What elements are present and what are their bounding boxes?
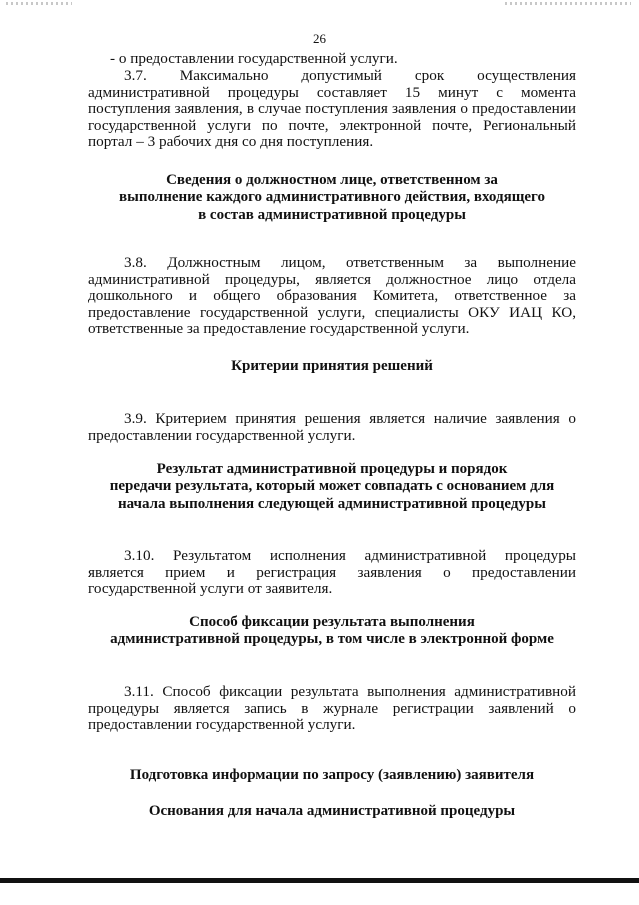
paragraph-3-11: 3.11. Способ фиксации результата выполнения административной процедуры является запись в журнале регистрации заявлений о предоставлении государственной услуги. bbox=[88, 683, 576, 734]
page-number: 26 bbox=[313, 31, 326, 46]
paragraph-3-10: 3.10. Результатом исполнения административной процедуры является прием и регистрация заявления о предоставлении государственной услуги от заявителя. bbox=[88, 547, 576, 598]
paragraph-continuation: - о предоставлении государственной услуги. bbox=[110, 50, 398, 67]
heading-decision-criteria bbox=[88, 358, 576, 375]
paragraph-3-7: 3.7. Максимально допустимый срок осуществления административной процедуры составляет 15 минут с момента поступления заявления, в случае поступления заявления о предоставлении государственной услуги по почте, электронной почте, Региональный портал – 3 рабочих дня со дня поступления. bbox=[88, 67, 576, 151]
heading-responsible-official bbox=[88, 172, 576, 224]
heading-line: Критерии принятия решений bbox=[231, 358, 433, 374]
heading-line: Результат административной процедуры и порядок bbox=[156, 461, 508, 477]
heading-line: в состав административной процедуры bbox=[198, 206, 466, 223]
heading-line: передачи результата, который может совпадать с основанием для bbox=[109, 478, 555, 495]
heading-procedure-result bbox=[88, 461, 576, 513]
heading-fixation-method bbox=[88, 614, 576, 649]
heading-procedure-grounds bbox=[88, 803, 576, 820]
heading-line: Основания для начала административной процедуры bbox=[148, 803, 516, 819]
heading-line: выполнение каждого административного действия, входящего bbox=[119, 189, 545, 206]
scan-artifact-left bbox=[6, 2, 72, 5]
heading-line: административной процедуры, в том числе в электронной форме bbox=[110, 631, 554, 648]
paragraph-3-9: 3.9. Критерием принятия решения является наличие заявления о предоставлении государственной услуги. bbox=[88, 410, 576, 444]
bottom-scan-border bbox=[0, 878, 639, 883]
heading-information-preparation bbox=[88, 767, 576, 784]
paragraph-3-8: 3.8. Должностным лицом, ответственным за выполнение административной процедуры, является должностное лицо отдела дошкольного и общего образования Комитета, ответственное за предоставление государственной услуги, специалисты ОКУ ИАЦ КО, ответственные за предоставление государственной услуги. bbox=[88, 254, 576, 338]
heading-line: Сведения о должностном лице, ответственном за bbox=[166, 172, 498, 188]
heading-line: начала выполнения следующей административной процедуры bbox=[118, 495, 546, 512]
heading-line: Подготовка информации по запросу (заявлению) заявителя bbox=[129, 767, 535, 783]
heading-line: Способ фиксации результата выполнения bbox=[189, 614, 475, 630]
scan-artifact-right bbox=[505, 2, 631, 5]
